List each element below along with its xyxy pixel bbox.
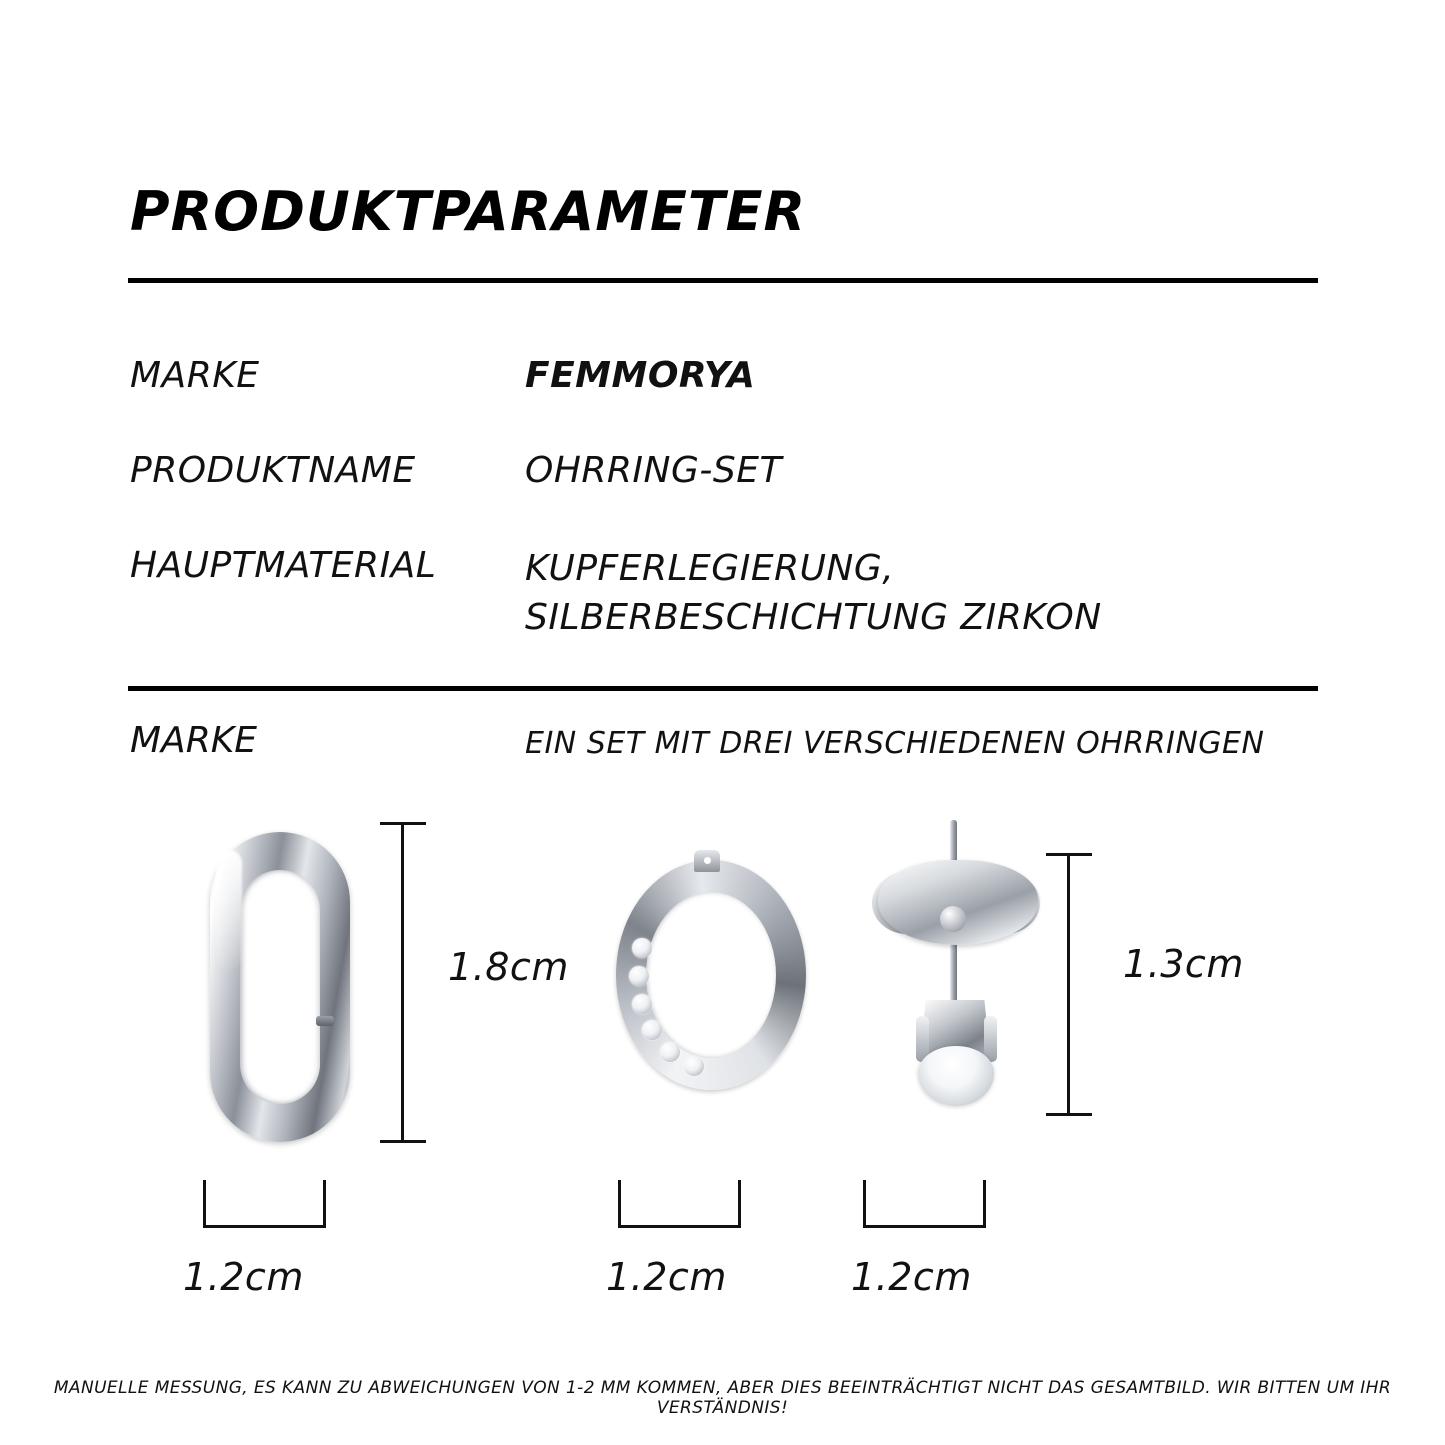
oval-hoop-opening	[240, 870, 320, 1104]
zirconia-stone	[642, 1020, 662, 1040]
width-dimensions	[128, 1170, 1320, 1330]
oval-hoop-clasp	[316, 1016, 334, 1026]
stud-earring-image	[858, 820, 1098, 1150]
round-hoop-opening	[646, 892, 776, 1058]
round-hoop-hinge-hole	[704, 857, 711, 864]
oval-width-cap-left	[203, 1180, 206, 1226]
stud-height-cap-bottom	[1046, 1113, 1092, 1116]
hoop-width-cap-right	[738, 1180, 741, 1226]
stud-width-label: 1.2cm	[851, 1255, 972, 1299]
stud-height-line	[1067, 853, 1070, 1115]
spec-value-main-material: KUPFERLEGIERUNG, SILBERBESCHICHTUNG ZIRKON	[525, 548, 1102, 638]
oval-width-cap-right	[323, 1180, 326, 1226]
stud-width-cap-right	[983, 1180, 986, 1226]
stud-prong	[984, 1016, 997, 1062]
stud-butterfly-back	[878, 860, 1038, 945]
spec-value-product-name: OHRRING-SET	[525, 450, 782, 491]
measurement-disclaimer: MANUELLE MESSUNG, ES KANN ZU ABWEICHUNGEN VON 1-2 MM KOMMEN, ABER DIES BEEINTRÄCHTIGT NICHT DAS GESAMTBILD. WIR BITTEN UM IHR VERSTÄNDNIS!	[53, 1378, 1392, 1418]
zirconia-stone	[632, 938, 652, 958]
oval-height-cap-bottom	[380, 1140, 426, 1143]
spec-label-main-material: HAUPTMATERIAL	[130, 545, 437, 586]
zirconia-stone	[684, 1056, 704, 1076]
divider-top	[128, 278, 1318, 283]
divider-middle	[128, 686, 1318, 691]
oval-height-label: 1.8cm	[448, 945, 569, 989]
page-title: PRODUKTPARAMETER	[130, 180, 807, 243]
hoop-width-cap-left	[618, 1180, 621, 1226]
section-description: EIN SET MIT DREI VERSCHIEDENEN OHRRINGEN	[525, 726, 1265, 761]
zirconia-stone	[629, 966, 649, 986]
spec-label-brand: MARKE	[130, 355, 260, 396]
section-label: MARKE	[130, 720, 258, 761]
round-hoop-earring-image	[598, 850, 828, 1110]
oval-hoop-earring-image	[168, 810, 388, 1150]
stud-width-cap-left	[863, 1180, 866, 1226]
oval-width-line	[203, 1225, 326, 1228]
stud-back-hub	[940, 906, 966, 932]
spec-label-product-name: PRODUKTNAME	[130, 450, 416, 491]
product-images	[128, 790, 1320, 1190]
hoop-width-label: 1.2cm	[606, 1255, 727, 1299]
oval-height-line	[401, 822, 404, 1142]
oval-hoop-highlight	[216, 850, 242, 970]
zirconia-stone	[632, 994, 652, 1014]
stud-zirconia-gem	[918, 1046, 994, 1106]
spec-value-brand: FEMMORYA	[525, 355, 756, 396]
hoop-width-line	[618, 1225, 741, 1228]
zirconia-stone	[660, 1042, 680, 1062]
oval-width-label: 1.2cm	[183, 1255, 304, 1299]
stud-height-label: 1.3cm	[1123, 942, 1244, 986]
stud-width-line	[863, 1225, 986, 1228]
